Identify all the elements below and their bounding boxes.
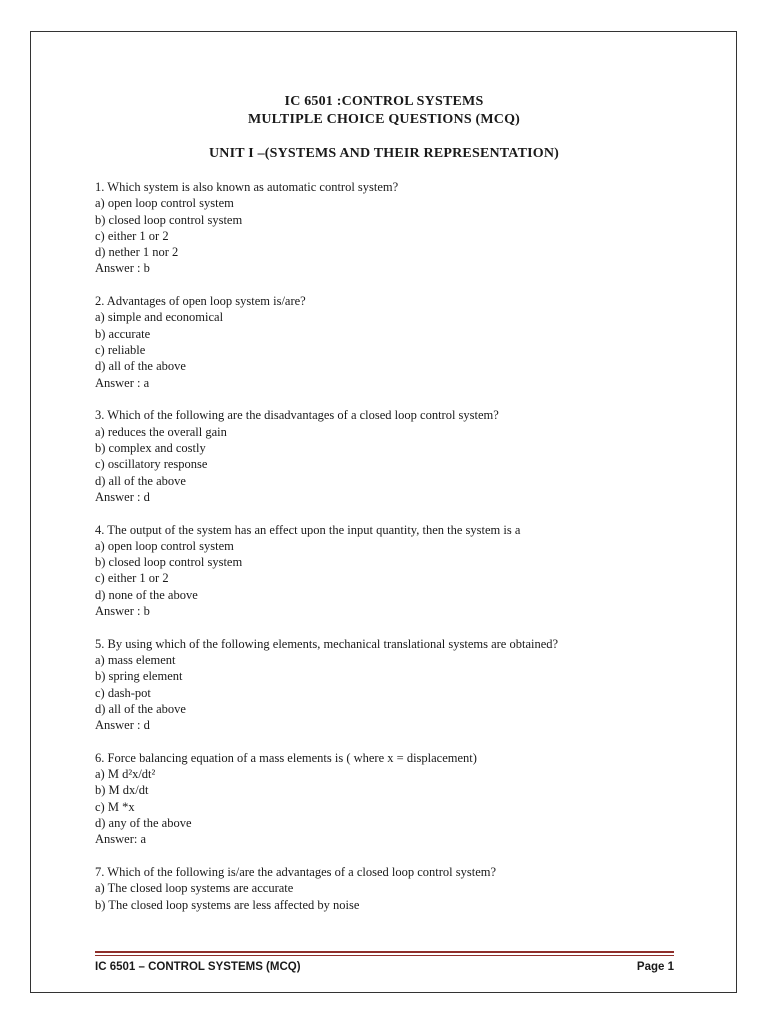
document-subtitle: MULTIPLE CHOICE QUESTIONS (MCQ) [247,112,521,127]
question-text: 2. Advantages of open loop system is/are? [95,294,306,309]
question-text: 1. Which system is also known as automatic control system? [95,180,399,194]
option: b) The closed loop systems are less affected by noise [95,897,360,912]
question-block [95,522,695,620]
question-block [95,864,695,913]
option: a) reduces the overall gain [95,424,227,439]
question-block [95,407,695,505]
answer: Answer : b [95,261,150,276]
answer: Answer : d [95,718,150,733]
option: c) oscillatory response [95,457,208,472]
option: c) M *x [95,799,135,814]
question-text: 7. Which of the following is/are the advantages of a closed loop control system? [95,865,497,880]
option: a) open loop control system [95,196,234,211]
option: b) closed loop control system [95,212,243,227]
answer: Answer : d [95,489,150,504]
option: d) none of the above [95,587,198,602]
option: a) mass element [95,652,176,667]
unit-heading: UNIT I –(SYSTEMS AND THEIR REPRESENTATION) [208,146,560,161]
option: a) simple and economical [95,310,224,325]
question-block [95,750,695,848]
option: d) all of the above [95,701,186,716]
page-number: Page 1 [636,961,674,973]
option: c) dash-pot [95,685,151,700]
question-text: 5. By using which of the following elements, mechanical translational systems are obtained? [95,636,559,651]
option: b) M dx/dt [95,783,149,798]
answer: Answer : a [95,375,150,390]
footer-divider-thin [95,955,674,956]
question-text: 6. Force balancing equation of a mass elements is ( where x = displacement) [95,750,477,765]
answer: Answer: a [95,832,147,847]
option: d) all of the above [95,359,186,374]
question-block [95,293,695,391]
option: b) closed loop control system [95,555,243,570]
footer-course-title: IC 6501 – CONTROL SYSTEMS (MCQ) [95,961,301,973]
option: d) all of the above [95,473,186,488]
questions-list [95,179,695,929]
option: a) M d²x/dt² [95,767,156,782]
question-block [95,179,695,277]
answer: Answer : b [95,604,150,618]
question-block [95,636,695,734]
option: c) either 1 or 2 [95,228,169,243]
document-title: IC 6501 :CONTROL SYSTEMS [284,94,484,109]
option: b) spring element [95,669,183,684]
option: c) either 1 or 2 [95,571,169,586]
question-text: 4. The output of the system has an effect upon the input quantity, then the system is a [95,522,521,537]
option: b) complex and costly [95,440,206,455]
option: a) The closed loop systems are accurate [95,881,294,896]
question-text: 3. Which of the following are the disadvantages of a closed loop control system? [95,408,499,423]
option: d) nether 1 nor 2 [95,245,179,260]
option: a) open loop control system [95,538,234,553]
option: b) accurate [95,326,151,341]
footer-divider [95,951,674,953]
option: c) reliable [95,343,146,358]
option: d) any of the above [95,816,192,831]
